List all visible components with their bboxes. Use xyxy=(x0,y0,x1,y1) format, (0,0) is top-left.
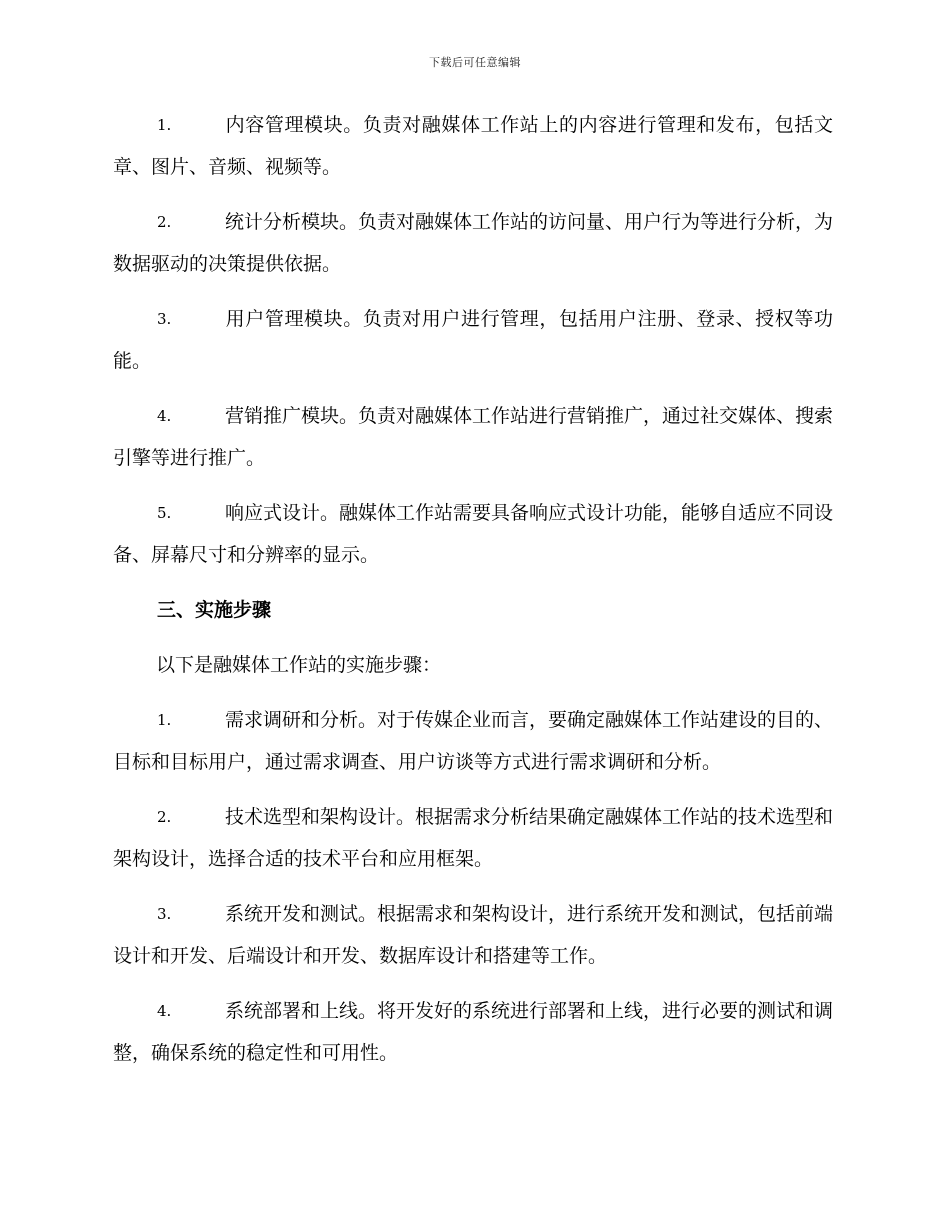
list-item xyxy=(113,699,833,783)
item-number: 1. xyxy=(157,116,172,134)
item-number: 3. xyxy=(157,905,172,923)
list-item xyxy=(113,796,833,880)
list-item xyxy=(113,104,833,188)
item-text: 用户管理模块。负责对用户进行管理，包括用户注册、登录、授权等功能。 xyxy=(113,308,833,372)
item-text: 技术选型和架构设计。根据需求分析结果确定融媒体工作站的技术选型和架构设计，选择合适的技术平台和应用框架。 xyxy=(113,806,834,870)
item-number: 2. xyxy=(157,213,172,231)
list-item xyxy=(113,201,833,285)
list-item xyxy=(113,492,833,576)
section-heading: 三、实施步骤 xyxy=(157,599,272,621)
item-text: 系统开发和测试。根据需求和架构设计，进行系统开发和测试，包括前端设计和开发、后端设计和开发、数据库设计和搭建等工作。 xyxy=(113,903,834,967)
item-number: 1. xyxy=(157,711,172,729)
document-body xyxy=(113,104,833,1087)
item-text: 营销推广模块。负责对融媒体工作站进行营销推广，通过社交媒体、搜索引擎等进行推广。 xyxy=(113,405,834,469)
page-header: 下载后可任意编辑 xyxy=(429,56,521,69)
list-item xyxy=(113,298,833,382)
item-text: 需求调研和分析。对于传媒企业而言，要确定融媒体工作站建设的目的、目标和目标用户，通过需求调查、用户访谈等方式进行需求调研和分析。 xyxy=(113,709,834,773)
item-text: 内容管理模块。负责对融媒体工作站上的内容进行管理和发布，包括文章、图片、音频、视频等。 xyxy=(113,114,833,178)
item-number: 5. xyxy=(157,504,172,522)
section-intro: 以下是融媒体工作站的实施步骤： xyxy=(156,654,442,676)
item-number: 3. xyxy=(157,310,172,328)
item-number: 2. xyxy=(157,808,172,826)
list-item xyxy=(113,893,833,977)
list-item xyxy=(113,990,833,1074)
item-text: 统计分析模块。负责对融媒体工作站的访问量、用户行为等进行分析，为数据驱动的决策提供依据。 xyxy=(113,211,834,275)
item-number: 4. xyxy=(157,1002,172,1020)
list-item xyxy=(113,395,833,479)
item-text: 系统部署和上线。将开发好的系统进行部署和上线，进行必要的测试和调整，确保系统的稳定性和可用性。 xyxy=(113,1000,834,1064)
item-number: 4. xyxy=(157,407,172,425)
item-text: 响应式设计。融媒体工作站需要具备响应式设计功能，能够自适应不同设备、屏幕尺寸和分辨率的显示。 xyxy=(113,502,834,566)
